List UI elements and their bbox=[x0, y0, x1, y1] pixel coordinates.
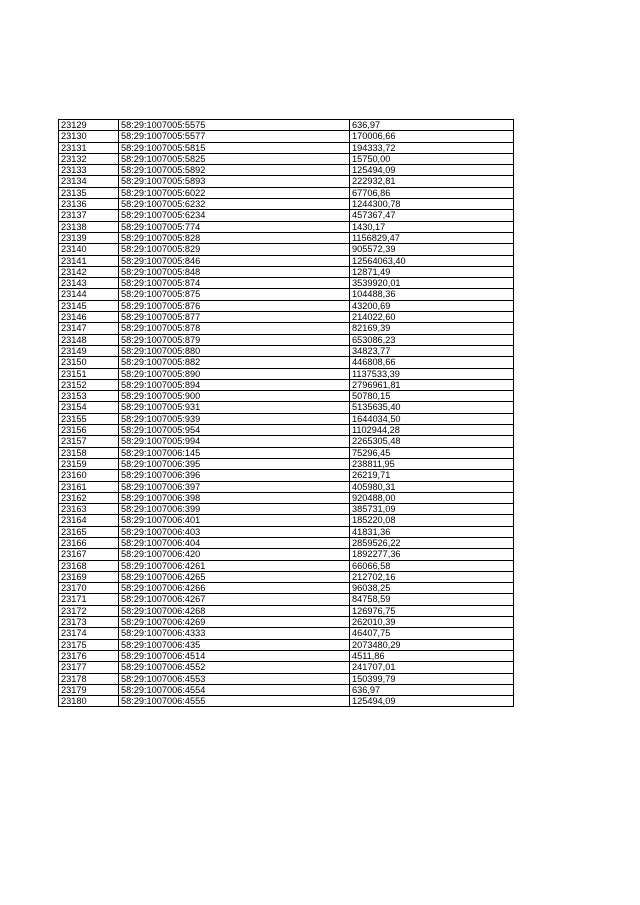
value-cell: 2073480,29 bbox=[350, 639, 514, 650]
row-number-cell: 23147 bbox=[59, 323, 119, 334]
value-cell: 50780,15 bbox=[350, 391, 514, 402]
cadastral-number-cell: 58:29:1007005:848 bbox=[119, 266, 350, 277]
table-row bbox=[59, 696, 514, 707]
cadastral-number-cell: 58:29:1007005:879 bbox=[119, 334, 350, 345]
value-cell: 2859526,22 bbox=[350, 537, 514, 548]
value-cell: 653086,23 bbox=[350, 334, 514, 345]
row-number-cell: 23130 bbox=[59, 131, 119, 142]
cadastral-number-cell: 58:29:1007006:4554 bbox=[119, 684, 350, 695]
row-number-cell: 23172 bbox=[59, 605, 119, 616]
table-row bbox=[59, 165, 514, 176]
row-number-cell: 23138 bbox=[59, 221, 119, 232]
row-number-cell: 23143 bbox=[59, 278, 119, 289]
cadastral-number-cell: 58:29:1007006:435 bbox=[119, 639, 350, 650]
cadastral-number-cell: 58:29:1007005:5577 bbox=[119, 131, 350, 142]
table-row bbox=[59, 560, 514, 571]
table-row bbox=[59, 210, 514, 221]
table-row bbox=[59, 571, 514, 582]
value-cell: 1430,17 bbox=[350, 221, 514, 232]
cadastral-number-cell: 58:29:1007005:5815 bbox=[119, 142, 350, 153]
table-row bbox=[59, 232, 514, 243]
table-row bbox=[59, 470, 514, 481]
value-cell: 405980,31 bbox=[350, 481, 514, 492]
table-row bbox=[59, 357, 514, 368]
cadastral-number-cell: 58:29:1007005:939 bbox=[119, 413, 350, 424]
table-row bbox=[59, 628, 514, 639]
value-cell: 1244300,78 bbox=[350, 199, 514, 210]
table-row bbox=[59, 345, 514, 356]
value-cell: 636,97 bbox=[350, 684, 514, 695]
row-number-cell: 23175 bbox=[59, 639, 119, 650]
cadastral-number-cell: 58:29:1007005:5893 bbox=[119, 176, 350, 187]
value-cell: 214022,60 bbox=[350, 312, 514, 323]
cadastral-value-table bbox=[58, 119, 514, 707]
cadastral-number-cell: 58:29:1007006:396 bbox=[119, 470, 350, 481]
row-number-cell: 23156 bbox=[59, 425, 119, 436]
value-cell: 41831,36 bbox=[350, 526, 514, 537]
cadastral-number-cell: 58:29:1007005:5825 bbox=[119, 153, 350, 164]
row-number-cell: 23160 bbox=[59, 470, 119, 481]
cadastral-number-cell: 58:29:1007006:4267 bbox=[119, 594, 350, 605]
cadastral-number-cell: 58:29:1007005:876 bbox=[119, 300, 350, 311]
row-number-cell: 23154 bbox=[59, 402, 119, 413]
value-cell: 262010,39 bbox=[350, 617, 514, 628]
value-cell: 385731,09 bbox=[350, 504, 514, 515]
value-cell: 2265305,48 bbox=[350, 436, 514, 447]
table-row bbox=[59, 617, 514, 628]
cadastral-number-cell: 58:29:1007005:6234 bbox=[119, 210, 350, 221]
table-row bbox=[59, 583, 514, 594]
cadastral-number-cell: 58:29:1007005:890 bbox=[119, 368, 350, 379]
table-row bbox=[59, 481, 514, 492]
row-number-cell: 23169 bbox=[59, 571, 119, 582]
table-row bbox=[59, 187, 514, 198]
table-row bbox=[59, 300, 514, 311]
row-number-cell: 23136 bbox=[59, 199, 119, 210]
row-number-cell: 23131 bbox=[59, 142, 119, 153]
row-number-cell: 23168 bbox=[59, 560, 119, 571]
value-cell: 66066,58 bbox=[350, 560, 514, 571]
cadastral-number-cell: 58:29:1007005:900 bbox=[119, 391, 350, 402]
row-number-cell: 23170 bbox=[59, 583, 119, 594]
value-cell: 126976,75 bbox=[350, 605, 514, 616]
value-cell: 26219,71 bbox=[350, 470, 514, 481]
value-cell: 1156829,47 bbox=[350, 232, 514, 243]
value-cell: 905572,39 bbox=[350, 244, 514, 255]
value-cell: 457367,47 bbox=[350, 210, 514, 221]
cadastral-number-cell: 58:29:1007005:994 bbox=[119, 436, 350, 447]
table-row bbox=[59, 605, 514, 616]
value-cell: 1892277,36 bbox=[350, 549, 514, 560]
value-cell: 150399,79 bbox=[350, 673, 514, 684]
table-row bbox=[59, 176, 514, 187]
cadastral-number-cell: 58:29:1007006:404 bbox=[119, 537, 350, 548]
row-number-cell: 23165 bbox=[59, 526, 119, 537]
row-number-cell: 23133 bbox=[59, 165, 119, 176]
row-number-cell: 23179 bbox=[59, 684, 119, 695]
cadastral-number-cell: 58:29:1007006:4333 bbox=[119, 628, 350, 639]
row-number-cell: 23176 bbox=[59, 650, 119, 661]
row-number-cell: 23129 bbox=[59, 120, 119, 131]
row-number-cell: 23150 bbox=[59, 357, 119, 368]
row-number-cell: 23158 bbox=[59, 447, 119, 458]
cadastral-number-cell: 58:29:1007005:875 bbox=[119, 289, 350, 300]
table-row bbox=[59, 537, 514, 548]
row-number-cell: 23137 bbox=[59, 210, 119, 221]
cadastral-number-cell: 58:29:1007005:828 bbox=[119, 232, 350, 243]
table-row bbox=[59, 458, 514, 469]
cadastral-number-cell: 58:29:1007005:846 bbox=[119, 255, 350, 266]
cadastral-number-cell: 58:29:1007006:395 bbox=[119, 458, 350, 469]
row-number-cell: 23145 bbox=[59, 300, 119, 311]
cadastral-number-cell: 58:29:1007005:880 bbox=[119, 345, 350, 356]
value-cell: 3539920,01 bbox=[350, 278, 514, 289]
value-cell: 636,97 bbox=[350, 120, 514, 131]
table-row bbox=[59, 199, 514, 210]
cadastral-number-cell: 58:29:1007006:4265 bbox=[119, 571, 350, 582]
row-number-cell: 23153 bbox=[59, 391, 119, 402]
row-number-cell: 23149 bbox=[59, 345, 119, 356]
table-row bbox=[59, 379, 514, 390]
row-number-cell: 23142 bbox=[59, 266, 119, 277]
row-number-cell: 23166 bbox=[59, 537, 119, 548]
cadastral-number-cell: 58:29:1007006:4553 bbox=[119, 673, 350, 684]
value-cell: 238811,95 bbox=[350, 458, 514, 469]
table-row bbox=[59, 526, 514, 537]
table-row bbox=[59, 425, 514, 436]
cadastral-number-cell: 58:29:1007005:878 bbox=[119, 323, 350, 334]
value-cell: 185220,08 bbox=[350, 515, 514, 526]
value-cell: 1644034,50 bbox=[350, 413, 514, 424]
value-cell: 1102944,28 bbox=[350, 425, 514, 436]
table-row bbox=[59, 368, 514, 379]
cadastral-number-cell: 58:29:1007005:6232 bbox=[119, 199, 350, 210]
value-cell: 241707,01 bbox=[350, 662, 514, 673]
row-number-cell: 23178 bbox=[59, 673, 119, 684]
value-cell: 2796961,81 bbox=[350, 379, 514, 390]
table-row bbox=[59, 662, 514, 673]
row-number-cell: 23161 bbox=[59, 481, 119, 492]
value-cell: 84758,59 bbox=[350, 594, 514, 605]
cadastral-number-cell: 58:29:1007006:401 bbox=[119, 515, 350, 526]
table-row bbox=[59, 650, 514, 661]
cadastral-number-cell: 58:29:1007005:6022 bbox=[119, 187, 350, 198]
value-cell: 194333,72 bbox=[350, 142, 514, 153]
table-row bbox=[59, 131, 514, 142]
cadastral-number-cell: 58:29:1007006:420 bbox=[119, 549, 350, 560]
value-cell: 46407,75 bbox=[350, 628, 514, 639]
value-cell: 212702,16 bbox=[350, 571, 514, 582]
cadastral-number-cell: 58:29:1007005:774 bbox=[119, 221, 350, 232]
row-number-cell: 23177 bbox=[59, 662, 119, 673]
value-cell: 1137533,39 bbox=[350, 368, 514, 379]
cadastral-number-cell: 58:29:1007005:829 bbox=[119, 244, 350, 255]
value-cell: 5135635,40 bbox=[350, 402, 514, 413]
cadastral-number-cell: 58:29:1007006:397 bbox=[119, 481, 350, 492]
table-row bbox=[59, 334, 514, 345]
row-number-cell: 23157 bbox=[59, 436, 119, 447]
table-body bbox=[59, 120, 514, 707]
row-number-cell: 23148 bbox=[59, 334, 119, 345]
cadastral-number-cell: 58:29:1007006:4555 bbox=[119, 696, 350, 707]
value-cell: 75296,45 bbox=[350, 447, 514, 458]
row-number-cell: 23132 bbox=[59, 153, 119, 164]
cadastral-number-cell: 58:29:1007006:398 bbox=[119, 492, 350, 503]
cadastral-number-cell: 58:29:1007006:4266 bbox=[119, 583, 350, 594]
value-cell: 104488,36 bbox=[350, 289, 514, 300]
row-number-cell: 23173 bbox=[59, 617, 119, 628]
table-row bbox=[59, 402, 514, 413]
value-cell: 920488,00 bbox=[350, 492, 514, 503]
value-cell: 170006,66 bbox=[350, 131, 514, 142]
table-row bbox=[59, 244, 514, 255]
value-cell: 67706,86 bbox=[350, 187, 514, 198]
table-row bbox=[59, 515, 514, 526]
table-row bbox=[59, 391, 514, 402]
table-row bbox=[59, 492, 514, 503]
table-row bbox=[59, 289, 514, 300]
cadastral-number-cell: 58:29:1007005:874 bbox=[119, 278, 350, 289]
value-cell: 34823,77 bbox=[350, 345, 514, 356]
cadastral-number-cell: 58:29:1007006:145 bbox=[119, 447, 350, 458]
value-cell: 96038,25 bbox=[350, 583, 514, 594]
table-row bbox=[59, 153, 514, 164]
value-cell: 82169,39 bbox=[350, 323, 514, 334]
row-number-cell: 23155 bbox=[59, 413, 119, 424]
table-row bbox=[59, 255, 514, 266]
table-row bbox=[59, 278, 514, 289]
value-cell: 43200,69 bbox=[350, 300, 514, 311]
table-row bbox=[59, 639, 514, 650]
row-number-cell: 23139 bbox=[59, 232, 119, 243]
row-number-cell: 23159 bbox=[59, 458, 119, 469]
cadastral-number-cell: 58:29:1007006:4268 bbox=[119, 605, 350, 616]
table-row bbox=[59, 673, 514, 684]
table-row bbox=[59, 221, 514, 232]
cadastral-number-cell: 58:29:1007005:954 bbox=[119, 425, 350, 436]
value-cell: 15750,00 bbox=[350, 153, 514, 164]
value-cell: 12871,49 bbox=[350, 266, 514, 277]
cadastral-number-cell: 58:29:1007005:5892 bbox=[119, 165, 350, 176]
row-number-cell: 23146 bbox=[59, 312, 119, 323]
value-cell: 222932,81 bbox=[350, 176, 514, 187]
cadastral-number-cell: 58:29:1007005:5575 bbox=[119, 120, 350, 131]
value-cell: 446808,66 bbox=[350, 357, 514, 368]
table-row bbox=[59, 594, 514, 605]
cadastral-number-cell: 58:29:1007005:931 bbox=[119, 402, 350, 413]
row-number-cell: 23174 bbox=[59, 628, 119, 639]
cadastral-number-cell: 58:29:1007006:4269 bbox=[119, 617, 350, 628]
table-row bbox=[59, 684, 514, 695]
row-number-cell: 23167 bbox=[59, 549, 119, 560]
cadastral-number-cell: 58:29:1007005:877 bbox=[119, 312, 350, 323]
table-row bbox=[59, 436, 514, 447]
row-number-cell: 23164 bbox=[59, 515, 119, 526]
row-number-cell: 23152 bbox=[59, 379, 119, 390]
row-number-cell: 23162 bbox=[59, 492, 119, 503]
table-row bbox=[59, 447, 514, 458]
value-cell: 125494,09 bbox=[350, 696, 514, 707]
table-row bbox=[59, 120, 514, 131]
table-row bbox=[59, 266, 514, 277]
table-row bbox=[59, 312, 514, 323]
row-number-cell: 23180 bbox=[59, 696, 119, 707]
value-cell: 125494,09 bbox=[350, 165, 514, 176]
table-row bbox=[59, 549, 514, 560]
row-number-cell: 23140 bbox=[59, 244, 119, 255]
cadastral-number-cell: 58:29:1007006:4552 bbox=[119, 662, 350, 673]
cadastral-number-cell: 58:29:1007005:882 bbox=[119, 357, 350, 368]
table-row bbox=[59, 504, 514, 515]
row-number-cell: 23144 bbox=[59, 289, 119, 300]
value-cell: 4511,86 bbox=[350, 650, 514, 661]
table-row bbox=[59, 142, 514, 153]
row-number-cell: 23135 bbox=[59, 187, 119, 198]
row-number-cell: 23141 bbox=[59, 255, 119, 266]
row-number-cell: 23163 bbox=[59, 504, 119, 515]
row-number-cell: 23151 bbox=[59, 368, 119, 379]
row-number-cell: 23134 bbox=[59, 176, 119, 187]
cadastral-number-cell: 58:29:1007005:894 bbox=[119, 379, 350, 390]
row-number-cell: 23171 bbox=[59, 594, 119, 605]
cadastral-number-cell: 58:29:1007006:403 bbox=[119, 526, 350, 537]
cadastral-number-cell: 58:29:1007006:4514 bbox=[119, 650, 350, 661]
table-row bbox=[59, 413, 514, 424]
value-cell: 12564063,40 bbox=[350, 255, 514, 266]
table-row bbox=[59, 323, 514, 334]
cadastral-number-cell: 58:29:1007006:399 bbox=[119, 504, 350, 515]
cadastral-number-cell: 58:29:1007006:4261 bbox=[119, 560, 350, 571]
